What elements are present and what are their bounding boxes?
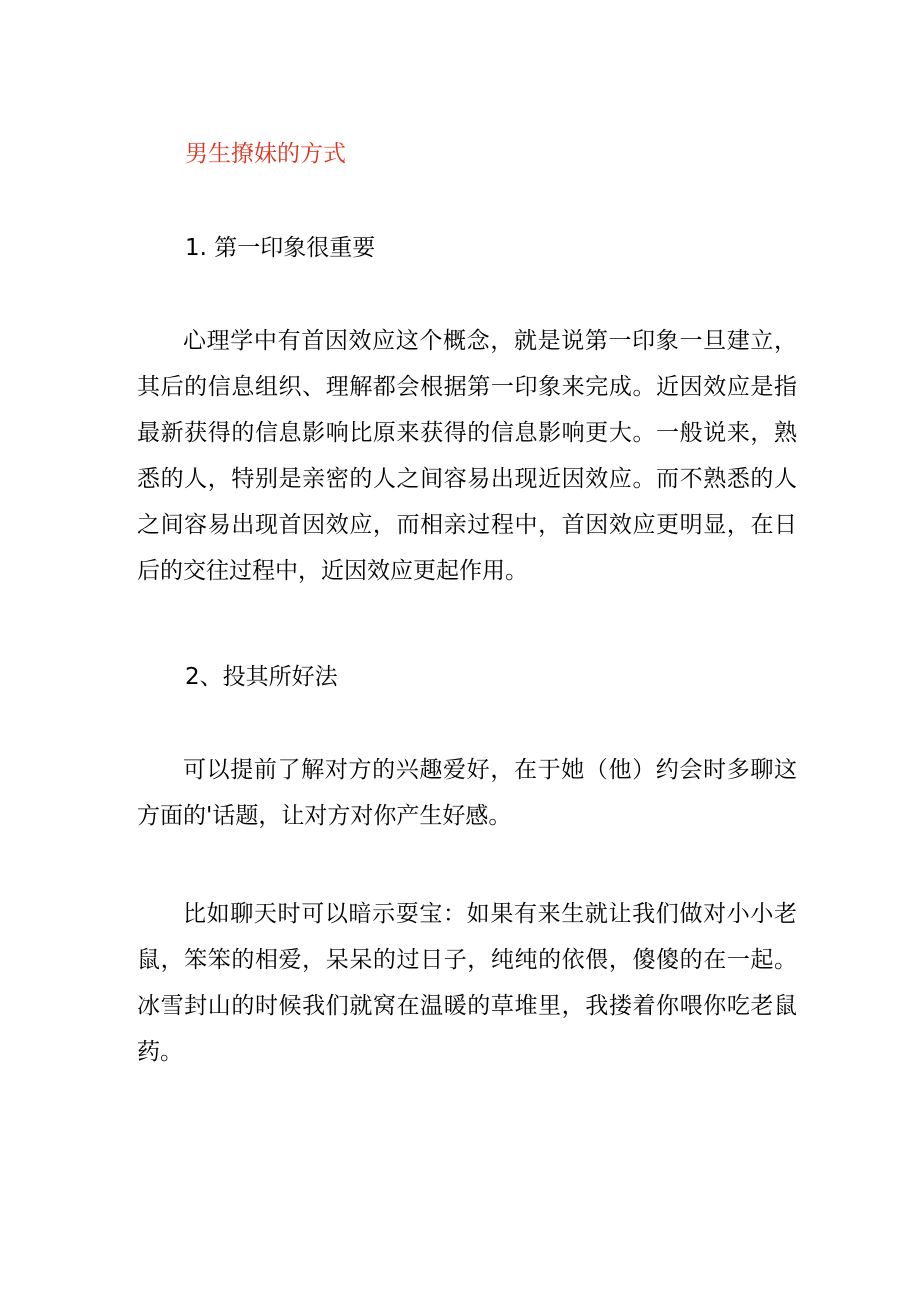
document-title: 男生撩妹的方式 <box>185 141 346 167</box>
section-2-heading: 2、投其所好法 <box>185 664 338 690</box>
section-1-heading: 1. 第一印象很重要 <box>185 235 376 261</box>
section-2-paragraph-2: 比如聊天时可以暗示耍宝：如果有来生就让我们做对小小老鼠，笨笨的相爱，呆呆的过日子，纯纯的依偎，傻傻的在一起。冰雪封山的时候我们就窝在温暖的草堆里，我搂着你喂你吃老鼠药。 <box>137 901 797 1065</box>
section-1-paragraph-1: 心理学中有首因效应这个概念，就是说第一印象一旦建立，其后的信息组织、理解都会根据第一印象来完成。近因效应是指最新获得的信息影响比原来获得的信息影响更大。一般说来，熟悉的人，特别是亲密的人之间容易出现近因效应。而不熟悉的人之间容易出现首因效应，而相亲过程中，首因效应更明显，在日后的交往过程中，近因效应更起作用。 <box>137 328 797 584</box>
section-2-paragraph-1: 可以提前了解对方的兴趣爱好，在于她（他）约会时多聊这方面的'话题，让对方对你产生好感。 <box>137 757 797 829</box>
